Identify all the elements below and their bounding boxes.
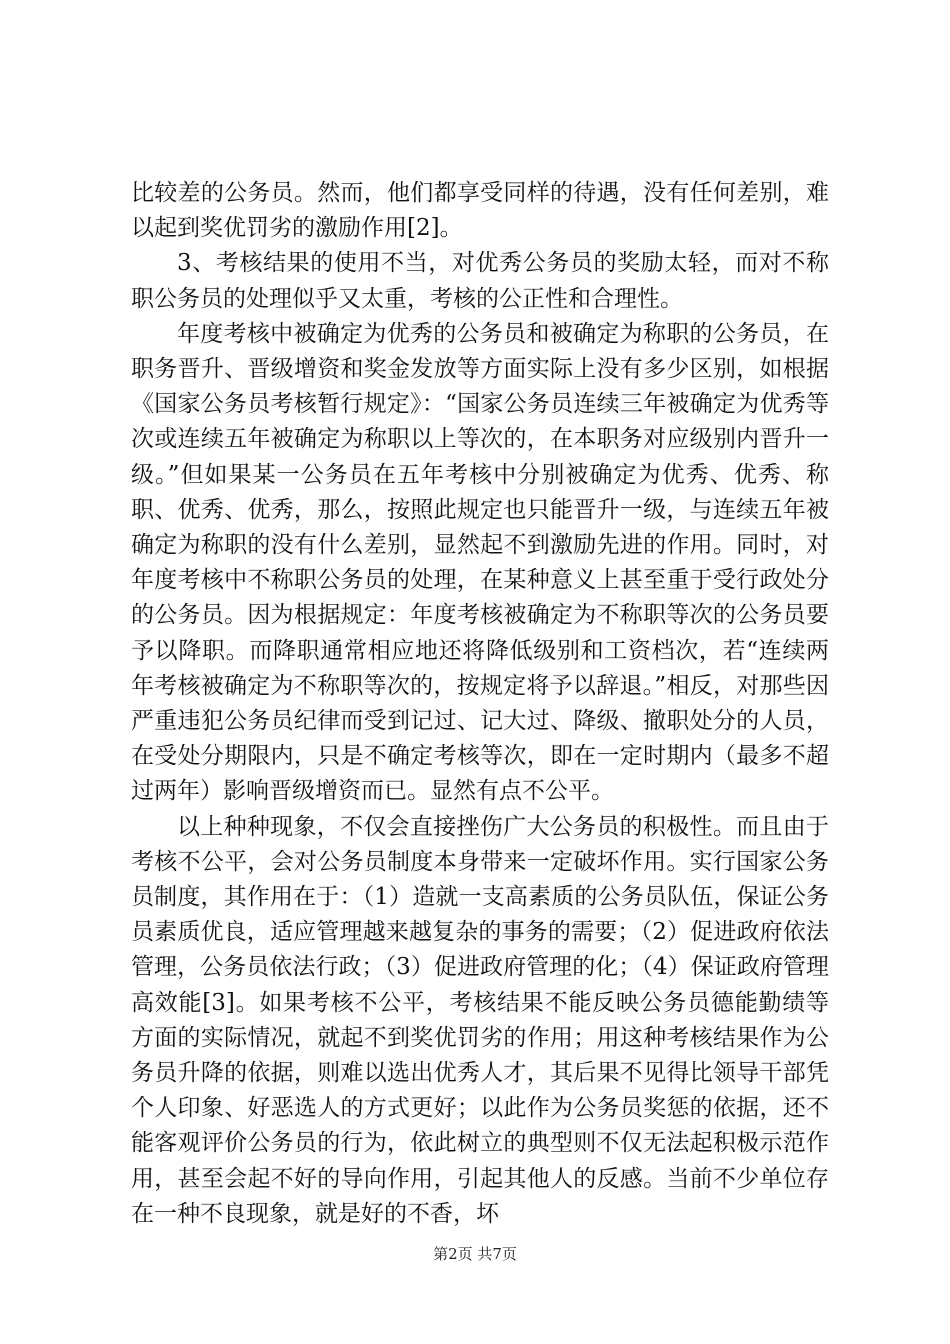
paragraph-continuation: 比较差的公务员。然而，他们都享受同样的待遇，没有任何差别，难以起到奖优罚劣的激励作用[2]。 bbox=[131, 180, 829, 242]
page-footer: 第2页 共7页 bbox=[433, 1245, 517, 1263]
body-text bbox=[131, 176, 829, 1232]
paragraph-annual-assessment: 年度考核中被确定为优秀的公务员和被确定为称职的公务员，在职务晋升、晋级增资和奖金发放等方面实际上没有多少区别，如根据《国家公务员考核暂行规定》：“国家公务员连续三年被确定为优秀等次或连续五年被确定为称职以上等次的，在本职务对应级别内晋升一级。”但如果某一公务员在五年考核中分别被确定为优秀、优秀、称职、优秀、优秀，那么，按照此规定也只能晋升一级，与连续五年被确定为称职的没有什么差别，显然起不到激励先进的作用。同时，对年度考核中不称职公务员的处理，在某种意义上甚至重于受行政处分的公务员。因为根据规定：年度考核被确定为不称职等次的公务员要予以降职。而降职通常相应地还将降低级别和工资档次，若“连续两年考核被确定为不称职等次的，按规定将予以辞退。”相反，对那些因严重违犯公务员纪律而受到记过、记大过、降级、撤职处分的人员，在受处分期限内，只是不确定考核等次，即在一定时期内（最多不超过两年）影响晋级增资而已。显然有点不公平。 bbox=[131, 320, 829, 805]
paragraph-consequences: 以上种种现象，不仅会直接挫伤广大公务员的积极性。而且由于考核不公平，会对公务员制度本身带来一定破坏作用。实行国家公务员制度，其作用在于：（1）造就一支高素质的公务员队伍，保证公务员素质优良，适应管理越来越复杂的事务的需要；（2）促进政府依法管理，公务员依法行政；（3）促进政府管理的化；（4）保证政府管理高效能[3]。如果考核不公平，考核结果不能反映公务员德能勤绩等方面的实际情况，就起不到奖优罚劣的作用；用这种考核结果作为公务员升降的依据，则难以选出优秀人才，其后果不见得比领导干部凭个人印象、好恶选人的方式更好；以此作为公务员奖惩的依据，还不能客观评价公务员的行为，依此树立的典型则不仅无法起积极示范作用，甚至会起不好的导向作用，引起其他人的反感。当前不少单位存在一种不良现象，就是好的不香，坏 bbox=[131, 813, 829, 1227]
paragraph-point-3: 3、考核结果的使用不当，对优秀公务员的奖励太轻，而对不称职公务员的处理似乎又太重，考核的公正性和合理性。 bbox=[131, 250, 829, 312]
